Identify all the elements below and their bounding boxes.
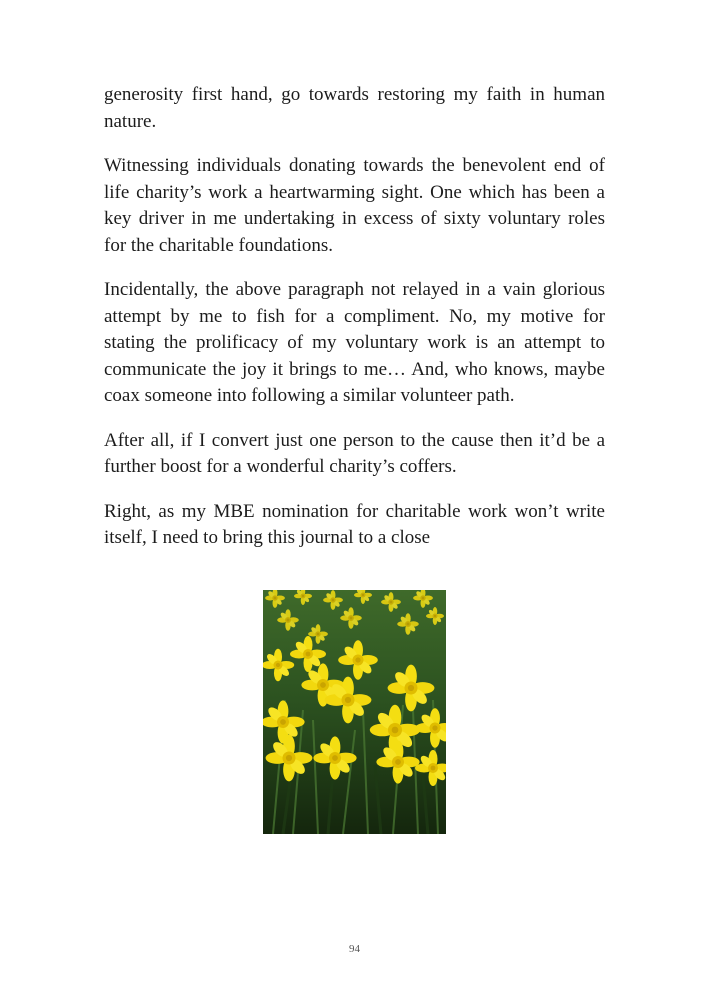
paragraph-5: Right, as my MBE nomination for charitable work won’t write itself, I need to bring this journal to a close — [104, 500, 605, 548]
paragraph-3: Incidentally, the above paragraph not relayed in a vain glorious attempt by me to fish for a compliment. No, my motive for stating the prolificacy of my voluntary work is an attempt to communicate the joy it brings to me… And, who knows, maybe coax someone into following a similar volunteer path. — [104, 279, 605, 406]
daffodils-photo — [263, 590, 446, 834]
daffodils-illustration — [263, 590, 446, 834]
body-text — [104, 82, 605, 570]
paragraph-1: generosity first hand, go towards restoring my faith in human nature. — [104, 84, 605, 132]
paragraph-2: Witnessing individuals donating towards the benevolent end of life charity’s work a heartwarming sight. One which has been a key driver in me undertaking in excess of sixty voluntary roles for the charitable foundations. — [104, 155, 605, 256]
paragraph-4: After all, if I convert just one person to the cause then it’d be a further boost for a wonderful charity’s coffers. — [104, 429, 605, 477]
page-number: 94 — [349, 943, 360, 955]
